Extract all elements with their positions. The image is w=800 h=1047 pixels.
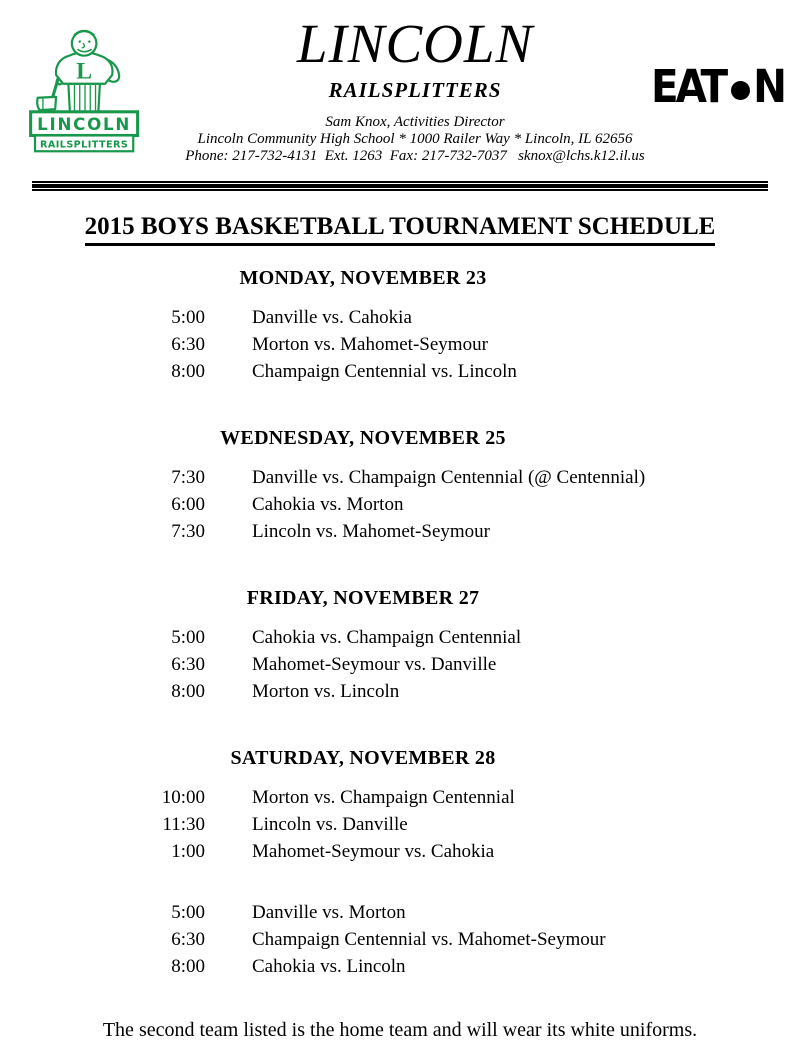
- game-matchup: Champaign Centennial vs. Lincoln: [252, 361, 517, 382]
- game-row: [0, 358, 726, 385]
- game-time: 1:00: [171, 841, 205, 862]
- contact-director: Sam Knox, Activities Director: [325, 114, 505, 130]
- game-time: 7:30: [171, 467, 205, 488]
- game-time: 5:00: [171, 902, 205, 923]
- game-row: [0, 784, 726, 811]
- letterhead: [0, 0, 800, 181]
- mascot-sign-railsplitters: RAILSPLITTERS: [39, 139, 129, 151]
- game-row: [0, 838, 726, 865]
- game-time: 5:00: [171, 307, 205, 328]
- game-row: [0, 953, 726, 980]
- game-row: [0, 331, 726, 358]
- mascot-sign-lincoln: LINCOLN: [37, 115, 132, 135]
- footer-note: The second team listed is the home team and will wear its white uniforms.: [102, 1019, 698, 1041]
- contact-block: [115, 114, 715, 165]
- game-row: [0, 651, 726, 678]
- game-time: 6:30: [171, 654, 205, 675]
- mascot-chest-letter: L: [76, 58, 93, 85]
- game-block: [0, 784, 726, 865]
- game-matchup: Mahomet-Seymour vs. Cahokia: [252, 841, 495, 862]
- game-matchup: Cahokia vs. Lincoln: [252, 956, 406, 977]
- game-time: 7:30: [171, 521, 205, 542]
- game-matchup: Morton vs. Lincoln: [252, 681, 400, 702]
- game-row: [0, 899, 726, 926]
- day-header: FRIDAY, NOVEMBER 27: [246, 587, 480, 609]
- game-matchup: Mahomet-Seymour vs. Danville: [252, 654, 497, 675]
- contact-address: Lincoln Community High School * 1000 Railer Way * Lincoln, IL 62656: [197, 131, 633, 147]
- game-row: [0, 491, 726, 518]
- section-saturday: [0, 745, 726, 980]
- game-matchup: Danville vs. Cahokia: [252, 307, 412, 328]
- game-time: 11:30: [162, 814, 205, 835]
- page-title: 2015 BOYS BASKETBALL TOURNAMENT SCHEDULE: [85, 213, 716, 246]
- eaton-logo-o-disc-icon: [731, 81, 750, 100]
- day-header: WEDNESDAY, NOVEMBER 25: [220, 427, 506, 449]
- masthead: [115, 13, 715, 165]
- game-block: [0, 464, 726, 545]
- game-matchup: Lincoln vs. Mahomet-Seymour: [252, 521, 490, 542]
- game-time: 6:30: [171, 929, 205, 950]
- game-row: [0, 811, 726, 838]
- game-row: [0, 464, 726, 491]
- team-name: RAILSPLITTERS: [328, 78, 502, 102]
- contact-phone-email: Phone: 217-732-4131 Ext. 1263 Fax: 217-732-7037 sknox@lchs.k12.il.us: [185, 148, 645, 164]
- game-matchup: Danville vs. Champaign Centennial (@ Centennial): [252, 467, 646, 488]
- game-row: [0, 678, 726, 705]
- game-matchup: Cahokia vs. Champaign Centennial: [252, 627, 522, 648]
- eaton-logo-text-n: N: [753, 60, 784, 113]
- game-block: [0, 624, 726, 705]
- game-matchup: Lincoln vs. Danville: [252, 814, 408, 835]
- game-matchup: Danville vs. Morton: [252, 902, 406, 923]
- game-matchup: Morton vs. Mahomet-Seymour: [252, 334, 488, 355]
- game-row: [0, 926, 726, 953]
- eaton-logo-text-eat: EAT: [650, 60, 726, 113]
- game-row: [0, 624, 726, 651]
- section-wednesday: [0, 425, 726, 545]
- title-row: [0, 213, 800, 246]
- game-time: 8:00: [171, 681, 205, 702]
- game-row: [0, 518, 726, 545]
- section-monday: [0, 265, 726, 385]
- game-time: 8:00: [171, 956, 205, 977]
- game-time: 6:00: [171, 494, 205, 515]
- eaton-logo: [651, 60, 784, 113]
- section-friday: [0, 585, 726, 705]
- game-matchup: Champaign Centennial vs. Mahomet-Seymour: [252, 929, 606, 950]
- game-matchup: Morton vs. Champaign Centennial: [252, 787, 515, 808]
- tournament-schedule: [0, 265, 726, 980]
- game-block: [0, 899, 726, 980]
- game-time: 8:00: [171, 361, 205, 382]
- day-header: SATURDAY, NOVEMBER 28: [230, 747, 496, 769]
- day-header: MONDAY, NOVEMBER 23: [239, 267, 487, 289]
- game-time: 5:00: [171, 627, 205, 648]
- game-block: [0, 304, 726, 385]
- game-time: 10:00: [161, 787, 205, 808]
- game-matchup: Cahokia vs. Morton: [252, 494, 404, 515]
- game-row: [0, 304, 726, 331]
- game-time: 6:30: [171, 334, 205, 355]
- school-name: LINCOLN: [296, 13, 534, 74]
- double-rule-divider: [32, 181, 768, 191]
